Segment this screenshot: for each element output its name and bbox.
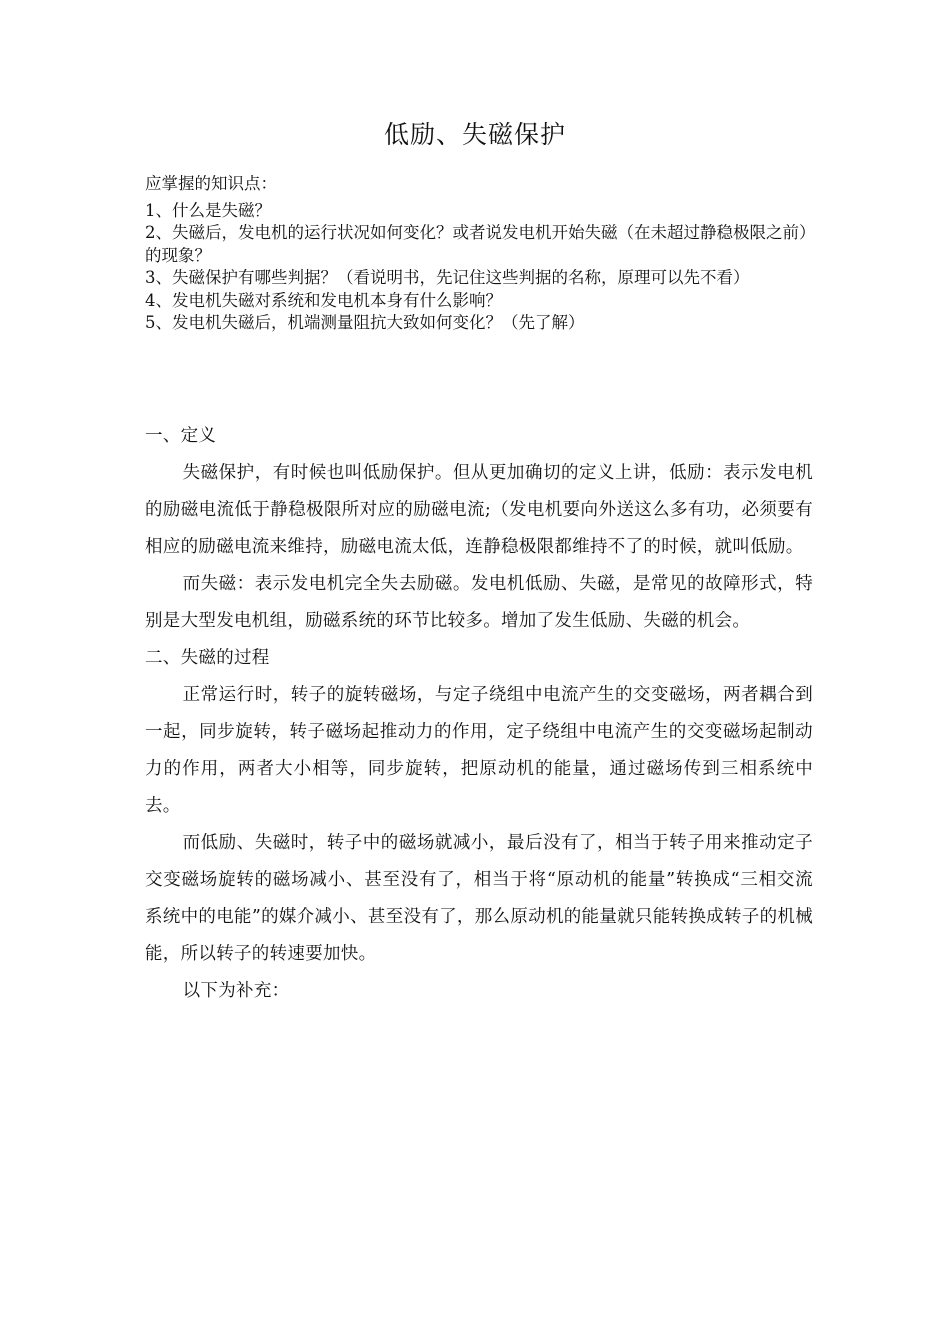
- knowledge-point: 5、发电机失磁后，机端测量阻抗大致如何变化？（先了解）: [145, 313, 585, 332]
- paragraph: 正常运行时，转子的旋转磁场，与定子绕组中电流产生的交变磁场，两者耦合到一起，同步旋转，转子磁场起推动力的作用，定子绕组中电流产生的交变磁场起制动力的作用，两者大小相等，同步旋转，把原动机的能量，通过磁场传到三相系统中去。: [145, 685, 813, 816]
- document-title: 低励、失磁保护: [383, 120, 566, 149]
- paragraph: 而低励、失磁时，转子中的磁场就减小，最后没有了，相当于转子用来推动定子交变磁场旋转的磁场减小、甚至没有了，相当于将“原动机的能量”转换成“三相交流系统中的电能”的媒介减小、甚至没有了，那么原动机的能量就只能转换成转子的机械能，所以转子的转速要加快。: [145, 833, 813, 964]
- knowledge-point: 2、失磁后，发电机的运行状况如何变化？或者说发电机开始失磁（在未超过静稳极限之前）的现象？: [145, 223, 808, 265]
- paragraph: 以下为补充：: [182, 981, 290, 1001]
- knowledge-point: 3、失磁保护有哪些判据？（看说明书，先记住这些判据的名称，原理可以先不看）: [145, 268, 750, 287]
- knowledge-point: 1、什么是失磁？: [145, 200, 271, 220]
- section-heading-definition: 一、定义: [145, 426, 217, 446]
- document-body: [145, 418, 813, 1010]
- paragraph: 而失磁：表示发电机完全失去励磁。发电机低励、失磁，是常见的故障形式，特别是大型发电机组，励磁系统的环节比较多。增加了发生低励、失磁的机会。: [145, 574, 813, 631]
- section-heading-process: 二、失磁的过程: [145, 648, 270, 668]
- knowledge-points: [145, 173, 815, 335]
- knowledge-point: 4、发电机失磁对系统和发电机本身有什么影响？: [145, 290, 502, 310]
- paragraph: 失磁保护，有时候也叫低励保护。但从更加确切的定义上讲，低励：表示发电机的励磁电流低于静稳极限所对应的励磁电流;（发电机要向外送这么多有功，必须要有相应的励磁电流来维持，励磁电流太低，连静稳极限都维持不了的时候，就叫低励。: [145, 463, 813, 557]
- knowledge-points-heading: 应掌握的知识点：: [145, 174, 277, 193]
